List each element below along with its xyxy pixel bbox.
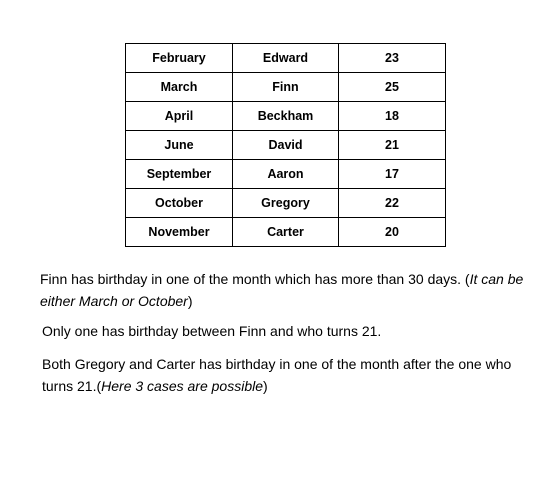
age-cell: 23	[339, 44, 446, 73]
month-cell: June	[126, 131, 233, 160]
clue-2-text: Only one has birthday between Finn and who turns 21.	[42, 323, 382, 339]
age-cell: 22	[339, 189, 446, 218]
clue-1-note: It can be either March or October	[40, 271, 524, 309]
name-cell: David	[233, 131, 339, 160]
month-cell: November	[126, 218, 233, 247]
clue-paragraph-3	[42, 353, 532, 397]
table-row	[126, 189, 446, 218]
birthday-table	[125, 43, 446, 247]
age-cell: 17	[339, 160, 446, 189]
table-row	[126, 160, 446, 189]
table-row	[126, 218, 446, 247]
clue-3-note: Here 3 cases are possible	[101, 378, 264, 394]
table-row	[126, 44, 446, 73]
month-cell: September	[126, 160, 233, 189]
name-cell: Finn	[233, 73, 339, 102]
age-cell: 21	[339, 131, 446, 160]
age-cell: 18	[339, 102, 446, 131]
name-cell: Edward	[233, 44, 339, 73]
name-cell: Aaron	[233, 160, 339, 189]
table-row	[126, 102, 446, 131]
table-row	[126, 131, 446, 160]
month-cell: February	[126, 44, 233, 73]
name-cell: Carter	[233, 218, 339, 247]
name-cell: Beckham	[233, 102, 339, 131]
month-cell: October	[126, 189, 233, 218]
clue-1-end: )	[187, 293, 193, 309]
clue-paragraph-1	[40, 268, 530, 312]
table-row	[126, 73, 446, 102]
clue-paragraph-2	[42, 320, 532, 342]
name-cell: Gregory	[233, 189, 339, 218]
clue-3-text: Both Gregory and Carter has birthday in one of the month after the one who turns 21.(	[42, 356, 512, 394]
month-cell: April	[126, 102, 233, 131]
month-cell: March	[126, 73, 233, 102]
clue-3-end: )	[263, 378, 268, 394]
clue-1-text: Finn has birthday in one of the month which has more than 30 days. (	[40, 271, 470, 287]
age-cell: 20	[339, 218, 446, 247]
age-cell: 25	[339, 73, 446, 102]
